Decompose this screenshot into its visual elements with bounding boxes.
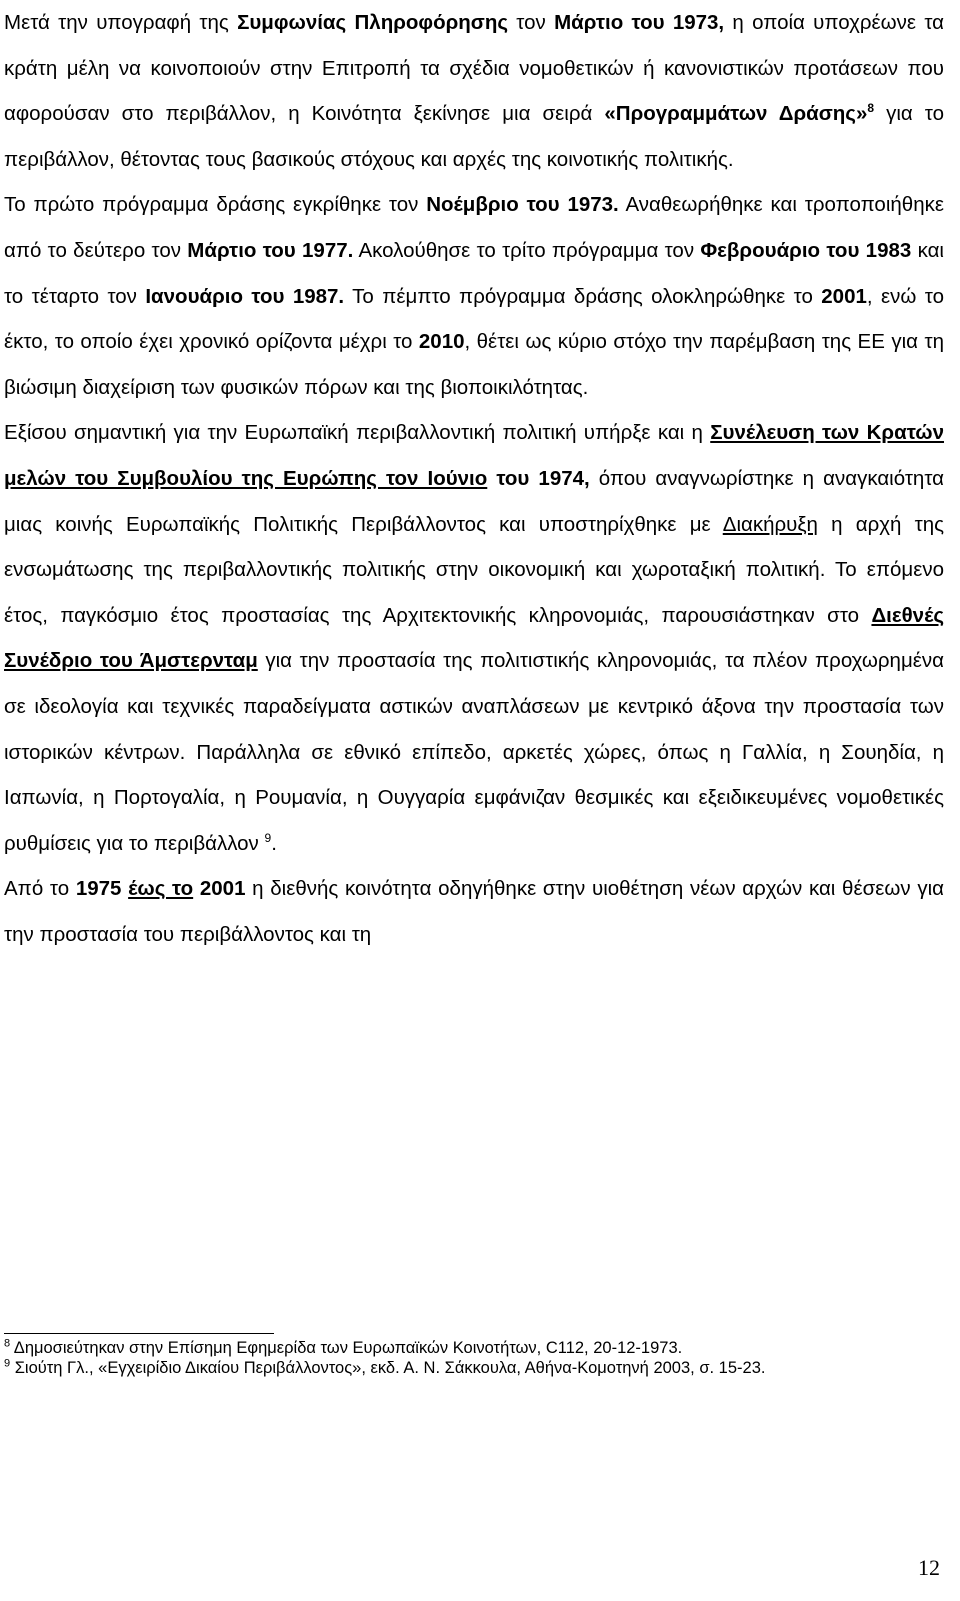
footnote-text: Σιούτη Γλ., «Εγχειρίδιο Δικαίου Περιβάλλοντος», εκδ. Α. Ν. Σάκκουλα, Αθήνα-Κομοτηνή 2003, σ. 15-23. [10, 1359, 766, 1377]
text-run: τον [508, 11, 555, 34]
text-run: η αρχή της ενσωμάτωσης της περιβαλλοντικής πολιτικής στην οικονομική και χωροταξική πολιτική. Το επόμενο έτος, παγκόσμιο έτος προστασίας της Αρχιτεκτονικής κληρονομιάς, παρουσιάστηκαν στο [4, 512, 944, 627]
text-run: Αναθεωρήθηκε και τροποποιήθηκε από το δεύτερο τον [4, 193, 944, 262]
bold-run: Φεβρουάριο του 1983 [700, 238, 912, 262]
text-run: Ακολούθησε το τρίτο πρόγραμμα τον [353, 238, 701, 262]
bold-underlined-run: έως το [128, 877, 194, 901]
bold-run: 2001 [821, 284, 867, 308]
footnote-number: 8 [4, 1337, 11, 1350]
underlined-run: Διακήρυξη [722, 512, 818, 536]
footnotes [4, 1338, 944, 1378]
text-run: η διεθνής κοινότητα οδηγήθηκε στην υιοθέτηση νέων αρχών και θέσεων για την προστασία του περιβάλλοντος και τη [4, 877, 944, 946]
text-run: Το πέμπτο πρόγραμμα δράσης ολοκληρώθηκε το [344, 284, 822, 308]
text-run: όπου αναγνωρίστηκε η αναγκαιότητα μιας κοινής Ευρωπαϊκής Πολιτικής Περιβάλλοντος και υποστηρίχθηκε με [4, 466, 944, 536]
text-run: για το περιβάλλον, θέτοντας τους βασικούς στόχους και αρχές της κοινοτικής πολιτικής. [4, 102, 944, 171]
paragraph-2 [4, 182, 944, 410]
bold-run: Μάρτιο του 1973, [554, 11, 725, 34]
paragraph-1 [4, 0, 944, 182]
bold-run: Συμφωνίας Πληροφόρησης [237, 11, 509, 34]
bold-run: Νοέμβριο του 1973. [426, 193, 619, 217]
paragraph-3 [4, 410, 944, 866]
bold-run: Ιανουάριο του 1987. [145, 284, 345, 308]
bold-run: του 1974, [487, 466, 590, 490]
text-run: Το πρώτο πρόγραμμα δράσης εγκρίθηκε τον [4, 193, 427, 217]
text-run: , ενώ το έκτο, το οποίο έχει χρονικό ορίζοντα μέχρι το [4, 284, 944, 354]
bold-underlined-run: Συνέλευση των Κρατών μελών του Συμβουλίου της Ευρώπης τον Ιούνιο [4, 421, 944, 490]
text-run: για την προστασία της πολιτιστικής κληρονομιάς, τα πλέον προχωρημένα σε ιδεολογία και τεχνικές παραδείγματα αστικών αναπλάσεων με κεντρικό άξονα την προστασία των ιστορικών κέντρων. Παράλληλα σε εθνικό επίπεδο, αρκετές χώρες, όπως η Γαλλία, η Σουηδία, η Ιαπωνία, η Πορτογαλία, η Ρουμανία, η Ουγγαρία εμφάνιζαν θεσμικές και εξειδικευμένες νομοθετικές ρυθμίσεις για το περιβάλλον [4, 649, 944, 855]
bold-underlined-run: Διεθνές Συνέδριο του Άμστερνταμ [4, 603, 944, 673]
footnote-8 [4, 1338, 944, 1358]
paragraph-4 [4, 866, 944, 957]
text-run: Εξίσου σημαντική για την Ευρωπαϊκή περιβαλλοντική πολιτική υπήρξε και η [4, 421, 711, 445]
text-run: η οποία υποχρέωνε τα κράτη μέλη να κοινοποιούν στην Επιτροπή τα σχέδια νομοθετικών ή κανονιστικών προτάσεων που αφορούσαν στο περιβάλλον, η Κοινότητα ξεκίνησε μια σειρά [4, 11, 944, 126]
bold-run: 2001 [199, 877, 246, 901]
footnote-separator [4, 1333, 274, 1334]
bold-run: 2010 [418, 330, 465, 354]
bold-run: 1975 [75, 877, 122, 901]
footnote-9 [4, 1358, 944, 1378]
footnote-number: 9 [4, 1357, 11, 1370]
footnote-ref-8[interactable]: 8 [867, 101, 875, 116]
body-text [4, 0, 944, 957]
text-run: και το τέταρτο τον [4, 238, 944, 308]
text-run: . [271, 831, 277, 855]
page-number: 12 [918, 1555, 940, 1580]
text-run: Από το [4, 877, 76, 901]
bold-run: Μάρτιο του 1977. [187, 238, 354, 262]
footnote-ref-9[interactable]: 9 [264, 830, 272, 845]
bold-run: «Προγραμμάτων Δράσης» [604, 102, 868, 126]
text-run: , θέτει ως κύριο στόχο την παρέμβαση της ΕΕ για τη βιώσιμη διαχείριση των φυσικών πόρων και της βιοποικιλότητας. [4, 330, 944, 399]
text-run: Μετά την υπογραφή της [4, 11, 238, 34]
footnote-text: Δημοσιεύτηκαν στην Επίσημη Εφημερίδα των Ευρωπαϊκών Κοινοτήτων, C112, 20-12-1973. [10, 1339, 683, 1357]
